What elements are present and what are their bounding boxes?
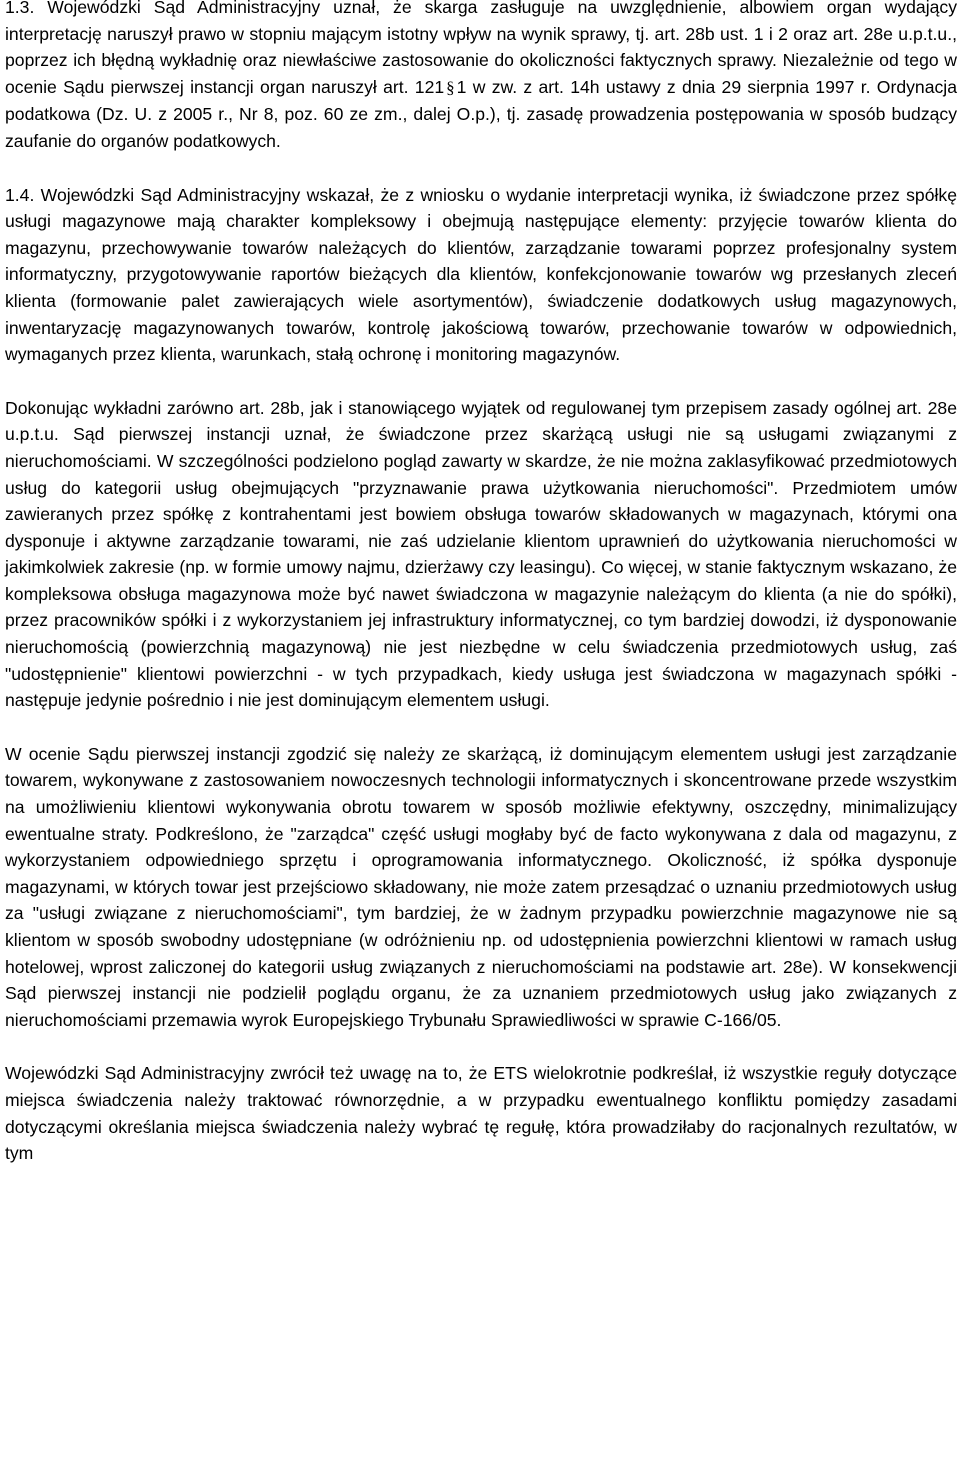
paragraph-1-3-text-a: 1.3. Wojewódzki Sąd Administracyjny uznał, że skarga zasługuje na uwzględnienie, albowiem organ wydający interpretację naruszył prawo w stopniu mającym istotny wpływ na wynik sprawy, tj. art. 28b ust. 1 i 2 oraz art. 28e u.p.t.u., poprzez ich błędną wykładnię oraz niewłaściwe zastosowanie do okoliczności faktycznych sprawy. Niezależnie od tego w ocenie Sądu pierwszej instancji organ naruszył art. 121 — [5, 0, 957, 97]
paragraph-dokonujac: Dokonując wykładni zarówno art. 28b, jak i stanowiącego wyjątek od regulowanej tym przepisem zasady ogólnej art. 28e u.p.t.u. Sąd pierwszej instancji uznał, że świadczone przez skarżącą usługi nie są usługami związanymi z nieruchomościami. W szczególności podzielono pogląd zawarty w skardze, że nie można zaklasyfikować przedmiotowych usług do kategorii usług obejmujących "przyznawanie prawa użytkowania nieruchomości". Przedmiotem umów zawieranych przez spółkę z kontrahentami jest bowiem obsługa towarów składowanych w magazynach, którymi ona dysponuje i aktywne zarządzanie towarami, nie zaś udzielanie klientom uprawnień do użytkowania nieruchomości w jakimkolwiek zakresie (np. w formie umowy najmu, dzierżawy czy leasingu). Co więcej, w stanie faktycznym wskazano, że kompleksowa obsługa magazynowa może być nawet świadczona w magazynie należącym do klienta (a nie do spółki), przez pracowników spółki i z wykorzystaniem jej infrastruktury informatycznej, co tym bardziej dowodzi, iż dysponowanie nieruchomością (powierzchnią magazynową) nie jest niezbędne w celu świadczenia przedmiotowych usług, zaś "udostępnienie" klientowi powierzchni - w tych przypadkach, kiedy usługa jest świadczona w magazynach spółki - następuje jedynie pośrednio i nie jest dominującym elementem usługi. — [5, 397, 957, 711]
paragraph-1-3-text-b: 1 w zw. z art. 14h ustawy z dnia 29 sierpnia 1997 r. Ordynacja podatkowa (Dz. U. z 2005 r., Nr 8, poz. 60 ze zm., dalej O.p.), tj. zasadę prowadzenia postępowania w sposób budzący zaufanie do organów podatkowych. — [5, 76, 957, 151]
paragraph-wojewodzki-zwrocil: Wojewódzki Sąd Administracyjny zwrócił też uwagę na to, że ETS wielokrotnie podkreślał, iż wszystkie reguły dotyczące miejsca świadczenia należy traktować równorzędnie, a w przypadku ewentualnego konfliktu pomiędzy zasadami dotyczącymi określania miejsca świadczenia należy wybrać tę regułę, która prowadziłaby do racjonalnych rezultatów, w tym — [5, 1063, 957, 1164]
section-sign: § — [446, 77, 455, 97]
document-page — [5, 0, 957, 1167]
paragraph-1-4: 1.4. Wojewódzki Sąd Administracyjny wskazał, że z wniosku o wydanie interpretacji wynika, iż świadczone przez spółkę usługi magazynowe mają charakter kompleksowy i obejmują następujące elementy: przyjęcie towarów klienta do magazynu, przechowywanie towarów należących do klientów, zarządzanie towarami poprzez profesjonalny system informatyczny, przygotowywanie raportów bieżących dla klientów, konfekcjonowanie towarów wg przesłanych zleceń klienta (formowanie palet zawierających wiele asortymentów), świadczenie dodatkowych usług magazynowych, inwentaryzację magazynowanych towarów, kontrolę jakościową towarów, przechowanie towarów w odpowiednich, wymaganych przez klienta, warunkach, stałą ochronę i monitoring magazynów. — [5, 184, 957, 365]
paragraph-w-ocenie: W ocenie Sądu pierwszej instancji zgodzić się należy ze skarżącą, iż dominującym elementem usługi jest zarządzanie towarem, wykonywane z zastosowaniem nowoczesnych technologii informatycznych i skoncentrowane przede wszystkim na umożliwieniu klientowi wykonywania obrotu towarem w sposób możliwie efektywny, oszczędny, minimalizujący ewentualne straty. Podkreślono, że "zarządca" część usługi mogłaby być de facto wykonywana z dala od magazynu, z wykorzystaniem odpowiedniego sprzętu i oprogramowania informatycznego. Okoliczność, iż spółka dysponuje magazynami, w których towar jest przejściowo składowany, nie może zatem przesądzać o uznaniu przedmiotowych usług za "usługi związane z nieruchomościami", tym bardziej, że w żadnym przypadku powierzchnie magazynowe nie są klientom w sposób swobodny udostępniane (w odróżnieniu np. od udostępnienia powierzchni klientowi w ramach usług hotelowej, wprost zaliczonej do kategorii usług związanych z nieruchomościami na podstawie art. 28e). W konsekwencji Sąd pierwszej instancji nie podzielił poglądu organu, że za uznaniem przedmiotowych usług jako związanych z nieruchomościami przemawia wyrok Europejskiego Trybunału Sprawiedliwości w sprawie C-166/05. — [5, 743, 957, 1030]
paragraph-1-3 — [5, 0, 957, 155]
